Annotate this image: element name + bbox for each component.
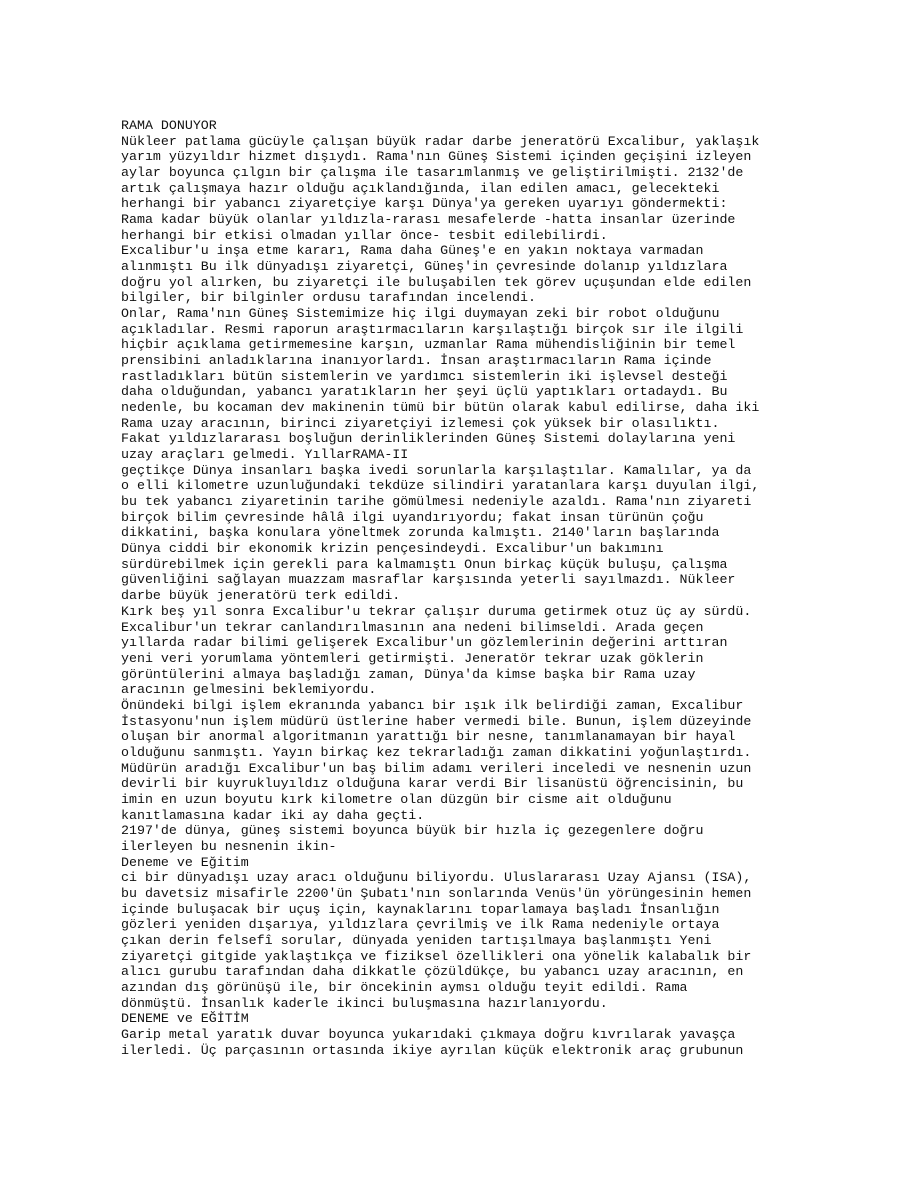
text-line: ilerleyen bu nesnenin ikin- xyxy=(121,838,337,854)
text-line: doğru yol alırken, bu ziyaretçi ile buluşabilen tek görev uçuşundan elde edilen xyxy=(121,274,752,290)
text-line: Dünya ciddi bir ekonomik krizin pençesindeydi. Excalibur'un bakımını xyxy=(121,541,664,557)
text-line: Excalibur'u inşa etme kararı, Rama daha Güneş'e en yakın noktaya varmadan xyxy=(121,243,704,259)
text-line: yarım yüzyıldır hizmet dışıydı. Rama'nın Güneş Sistemi içinden geçişini izleyen xyxy=(121,149,752,165)
text-line: yeni veri yorumlama yöntemleri getirmişti. Jeneratör tekrar uzak göklerin xyxy=(121,650,704,666)
text-line: yıllarda radar bilimi gelişerek Excalibur'un gözlemlerinin değerini arttıran xyxy=(121,635,728,651)
text-line: gözleri yeniden dışarıya, yıldızlara çevrilmiş ve ilk Rama nedeniyle ortaya xyxy=(121,917,720,933)
text-line: ilerledi. Üç parçasının ortasında ikiye ayrılan küçük elektronik araç grubunun xyxy=(121,1042,744,1058)
text-line: artık çalışmaya hazır olduğu açıklandığında, ilan edilen amacı, gelecekteki xyxy=(121,180,720,196)
text-line: Müdürün aradığı Excalibur'un baş bilim adamı verileri inceledi ve nesnenin uzun xyxy=(121,760,752,776)
text-line: Kırk beş yıl sonra Excalibur'u tekrar çalışır duruma getirmek otuz üç ay sürdü. xyxy=(121,603,752,619)
text-line: alıcı gurubu tarafından daha dikkatle çözüldükçe, bu yabancı uzay aracının, en xyxy=(121,964,744,980)
text-line: imin en uzun boyutu kırk kilometre olan düzgün bir cisme ait olduğunu xyxy=(121,791,672,807)
text-line: görüntülerini almaya başladığı zaman, Dünya'da kimse başka bir Rama uzay xyxy=(121,666,696,682)
text-line: Nükleer patlama gücüyle çalışan büyük radar darbe jeneratörü Excalibur, yaklaşık xyxy=(121,133,760,149)
text-line: hiçbir açıklama getirmemesine karşın, uzmanlar Rama mühendisliğinin bir temel xyxy=(121,337,736,353)
text-line: ziyaretçi gitgide yaklaştıkça ve fiziksel özellikleri ona yönelik kalabalık bir xyxy=(121,948,752,964)
text-line: 2197'de dünya, güneş sistemi boyunca büyük bir hızla iç gezegenlere doğru xyxy=(121,823,704,839)
text-line: bu tek yabancı ziyaretinin tarihe gömülmesi nedeniyle azaldı. Rama'nın ziyareti xyxy=(121,494,752,510)
text-line: rastladıkları bütün sistemlerin ve yardımcı sistemlerin iki işlevsel desteği xyxy=(121,368,728,384)
text-line: herhangi bir yabancı ziyaretçiye karşı Dünya'ya gereken uyarıyı göndermekti: xyxy=(121,196,728,212)
text-line: İstasyonu'nun işlem müdürü üstlerine haber vermedi bile. Bunun, işlem düzeyinde xyxy=(121,713,752,729)
text-line: Onlar, Rama'nın Güneş Sistemimize hiç ilgi duymayan zeki bir robot olduğunu xyxy=(121,306,720,322)
text-line: oluşan bir anormal algoritmanın yarattığı bir nesne, tanımlanamayan bir hayal xyxy=(121,729,736,745)
text-line: birçok bilim çevresinde hâlâ ilgi uyandırıyordu; fakat insan türünün çoğu xyxy=(121,509,704,525)
text-line: olduğunu sanmıştı. Yayın birkaç kez tekrarladığı zaman dikkatini yoğunlaştırdı. xyxy=(121,744,752,760)
text-line: Fakat yıldızlararası boşluğun derinliklerinden Güneş Sistemi dolaylarına yeni xyxy=(121,431,736,447)
text-line: bilgiler, bir bilginler ordusu tarafından incelendi. xyxy=(121,290,536,306)
text-line: çıkan derin felsefî sorular, dünyada yeniden tartışılmaya başlanmıştı Yeni xyxy=(121,932,712,948)
text-line: Rama kadar büyük olanlar yıldızla-rarası mesafelerde -hatta insanlar üzerinde xyxy=(121,212,736,228)
text-line: güvenliğini sağlayan muazzam masraflar karşısında yeterli sayılmazdı. Nükleer xyxy=(121,572,736,588)
text-line: daha olduğundan, yabancı yaratıkların her şeyi üçlü yaptıkları ortadaydı. Bu xyxy=(121,384,728,400)
text-line: RAMA DONUYOR xyxy=(121,118,217,133)
text-line: geçtikçe Dünya insanları başka ivedi sorunlarla karşılaştılar. Kamalılar, ya da xyxy=(121,462,752,478)
text-line: alınmıştı Bu ilk dünyadışı ziyaretçi, Güneş'in çevresinde dolanıp yıldızlara xyxy=(121,259,728,275)
text-line: azından dış görünüşü ile, bir öncekinin aymsı olduğu teyit edildi. Rama xyxy=(121,979,688,995)
text-line: DENEME ve EĞİTİM xyxy=(121,1011,249,1027)
text-line: Deneme ve Eğitim xyxy=(121,854,249,870)
text-line: Önündeki bilgi işlem ekranında yabancı bir ışık ilk belirdiği zaman, Excalibur xyxy=(121,697,744,713)
text-line: darbe büyük jeneratörü terk edildi. xyxy=(121,588,401,604)
text-line: devirli bir kuyrukluyıldız olduğuna karar verdi Bir lisanüstü öğrencisinin, bu xyxy=(121,776,744,792)
text-line: ci bir dünyadışı uzay aracı olduğunu biliyordu. Uluslararası Uzay Ajansı (ISA), xyxy=(121,870,752,886)
document-body-text xyxy=(121,118,901,1058)
text-line: dikkatini, başka konulara yöneltmek zorunda kalmıştı. 2140'ların başlarında xyxy=(121,525,720,541)
text-line: sürdürebilmek için gerekli para kalmamıştı Onun birkaç küçük buluşu, çalışma xyxy=(121,556,728,572)
text-line: Garip metal yaratık duvar boyunca yukarıdaki çıkmaya doğru kıvrılarak yavaşça xyxy=(121,1026,736,1042)
text-line: prensibini anladıklarına inanıyorlardı. İnsan araştırmacıların Rama içinde xyxy=(121,353,712,369)
text-line: aylar boyunca çılgın bir çalışma ile tasarımlanmış ve geliştirilmişti. 2132'de xyxy=(121,165,744,181)
text-line: uzay araçları gelmedi. YıllarRAMA-II xyxy=(121,447,409,463)
text-line: dönmüştü. İnsanlık kaderle ikinci buluşmasına hazırlanıyordu. xyxy=(121,995,608,1011)
text-line: nedenle, bu kocaman dev makinenin tümü bir bütün olarak kabul edilirse, daha iki xyxy=(121,400,760,416)
text-line: bu davetsiz misafirle 2200'ün Şubatı'nın sonlarında Venüs'ün yörüngesinin hemen xyxy=(121,885,752,901)
text-line: kanıtlamasına kadar iki ay daha geçti. xyxy=(121,807,425,823)
text-line: herhangi bir etkisi olmadan yıllar önce- tesbit edilebilirdi. xyxy=(121,227,608,243)
text-line: açıkladılar. Resmi raporun araştırmacıların karşılaştığı birçok sır ile ilgili xyxy=(121,321,744,337)
text-line: içinde buluşacak bir uçuş için, kaynaklarını toparlamaya başladı İnsanlığın xyxy=(121,901,720,917)
text-line: Excalibur'un tekrar canlandırılmasının ana nedeni bilimseldi. Arada geçen xyxy=(121,619,704,635)
text-line: aracının gelmesini beklemiyordu. xyxy=(121,682,377,698)
text-line: o elli kilometre uzunluğundaki tekdüze silindiri yaratanlara karşı duyulan ilgi, xyxy=(121,478,760,494)
text-line: Rama uzay aracının, birinci ziyaretçiyi izlemesi çok yüksek bir olasılıktı. xyxy=(121,415,720,431)
